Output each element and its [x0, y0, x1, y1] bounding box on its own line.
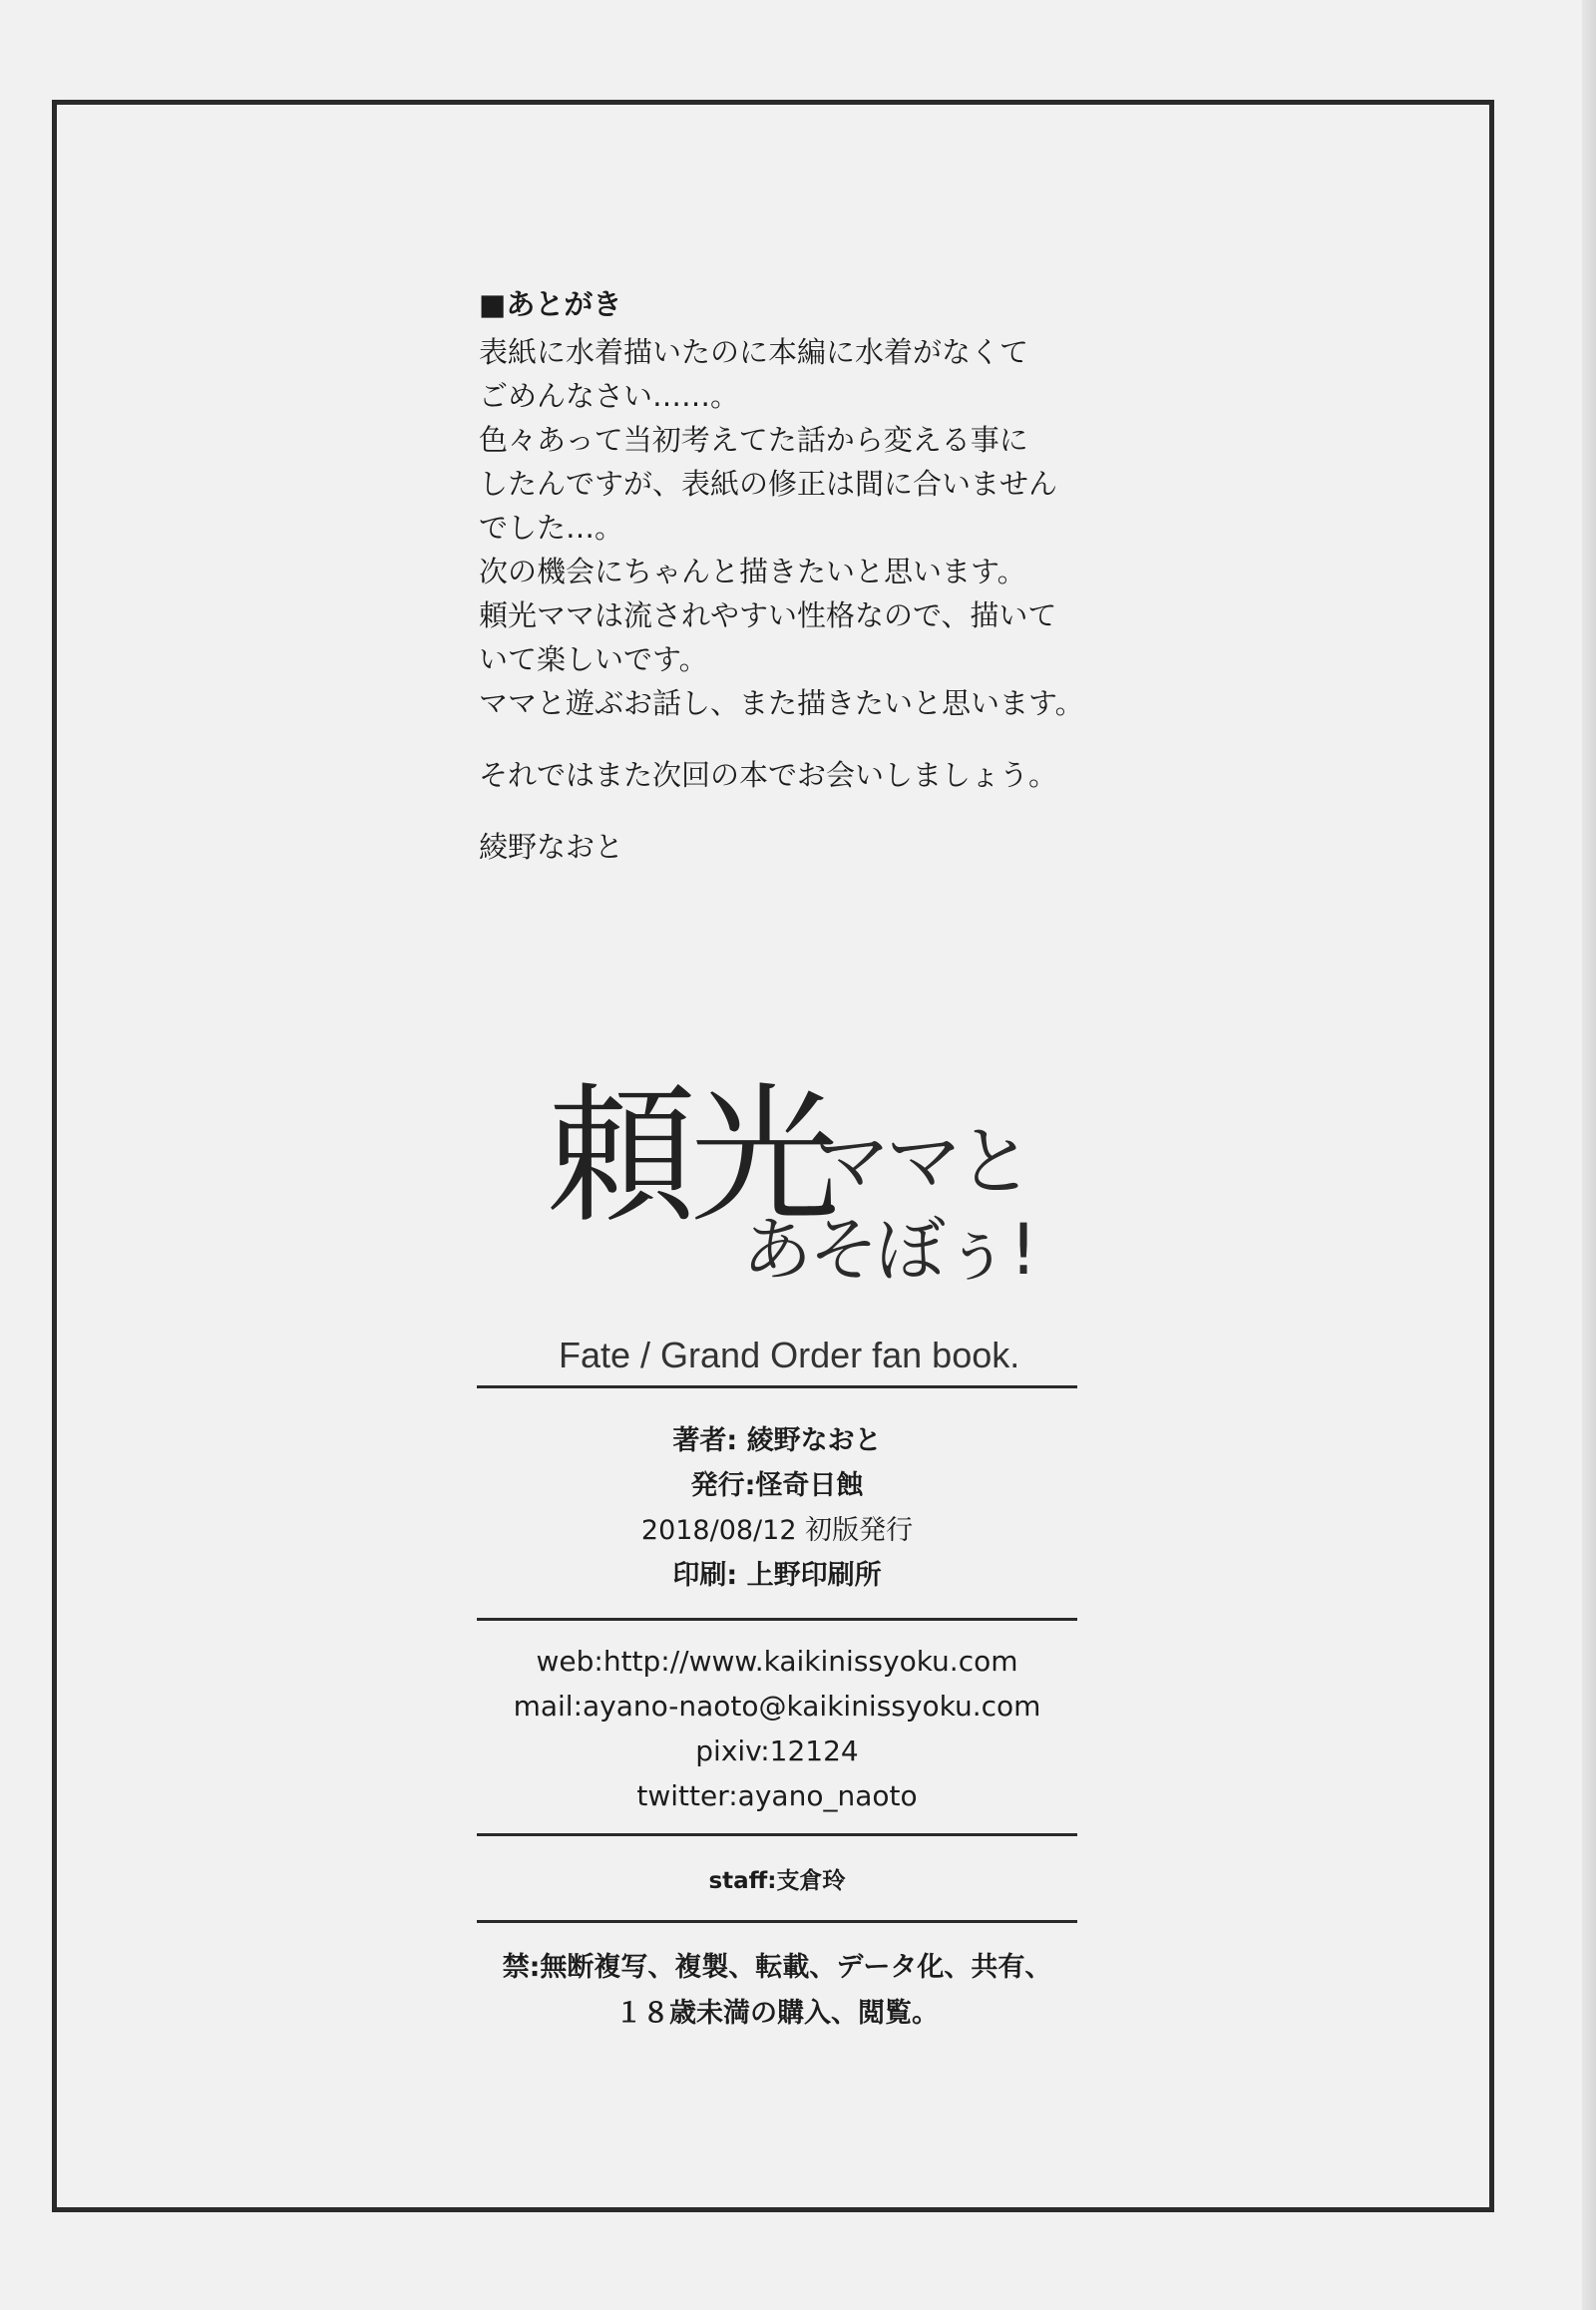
pixiv-id: pixiv:12124 [695, 1734, 859, 1767]
divider [477, 1920, 1077, 1923]
printer-credit: 印刷: 上野印刷所 [672, 1560, 882, 1591]
publish-date: 2018/08/12 初版発行 [640, 1515, 914, 1546]
notice-line-1: 禁:無断複写、複製、転載、データ化、共有、 [502, 1952, 1052, 1983]
copyright-notice [477, 1945, 1077, 2037]
title-line-1: ママと [814, 1117, 1029, 1206]
afterword-line: 表紙に水着描いたのに本編に水着がなくて [479, 335, 1029, 369]
afterword-heading: ■あとがき [479, 287, 622, 321]
mail-address: mail:ayano-naoto@kaikinissyoku.com [513, 1690, 1041, 1723]
page-edge-shadow [1582, 0, 1596, 2310]
colophon-credits [477, 1418, 1077, 1598]
twitter-handle: twitter:ayano_naoto [636, 1779, 918, 1812]
afterword-signature: 綾野なおと [479, 830, 624, 864]
title-line-2: あそぼぅ! [742, 1209, 1035, 1291]
afterword-line: 色々あって当初考えてた話から変える事に [479, 423, 1028, 457]
afterword-line: 次の機会にちゃんと描きたいと思います。 [479, 555, 1026, 588]
notice-line-2: １８歳未満の購入、閲覧。 [615, 1998, 939, 2029]
book-title-logo [547, 1070, 1085, 1312]
divider [477, 1833, 1077, 1836]
afterword-section [479, 282, 1117, 869]
author-credit: 著者: 綾野なおと [672, 1425, 882, 1456]
afterword-line: ごめんなさい……。 [479, 379, 740, 413]
publisher-credit: 発行:怪奇日蝕 [690, 1470, 864, 1501]
afterword-line: でした…。 [479, 511, 624, 545]
afterword-line: 頼光ママは流されやすい性格なので、描いて [479, 598, 1057, 632]
afterword-line: したんですが、表紙の修正は間に合いません [479, 467, 1058, 501]
web-link: web:http://www.kaikinissyoku.com [536, 1645, 1018, 1678]
book-subtitle: Fate / Grand Order fan book. [559, 1335, 1020, 1375]
afterword-line: いて楽しいです。 [479, 642, 708, 676]
staff-credit: staff:支倉玲 [708, 1868, 846, 1894]
divider [477, 1618, 1077, 1621]
divider [477, 1385, 1077, 1388]
title-kanji: 頼光 [547, 1070, 835, 1244]
contact-info [477, 1639, 1077, 1818]
afterword-line: ママと遊ぶお話し、また描きたいと思います。 [479, 686, 1084, 720]
afterword-closing: それではまた次回の本でお会いしましょう。 [479, 758, 1058, 792]
